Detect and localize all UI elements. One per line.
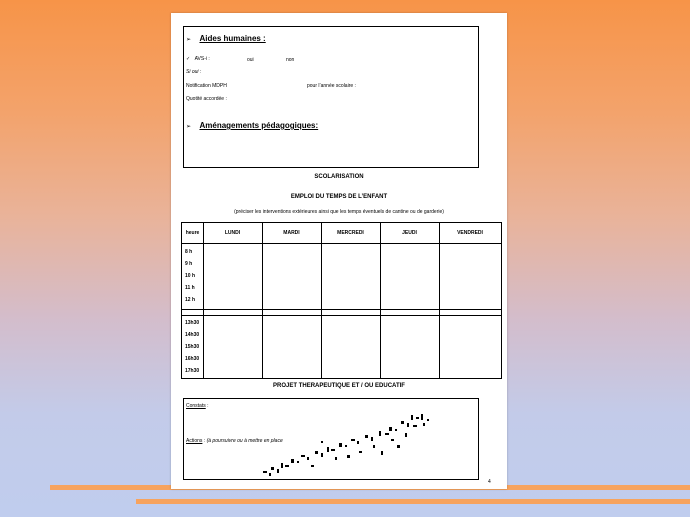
check-icon: ✓ — [186, 56, 191, 62]
day-header-mardi: MARDI — [283, 230, 300, 236]
aides-humaines-box — [183, 26, 479, 168]
constats-colon: : — [205, 403, 209, 409]
timetable — [181, 222, 502, 379]
hour-label: 15h30 — [185, 344, 200, 350]
si-oui-label: Si oui : — [186, 69, 202, 75]
column-divider — [439, 223, 440, 378]
day-header-lundi: LUNDI — [224, 230, 241, 236]
aides-title: Aides humaines : — [199, 34, 266, 43]
document-page — [171, 13, 507, 489]
constats-line — [186, 403, 209, 409]
hour-label: 16h30 — [185, 356, 200, 362]
column-divider — [262, 223, 263, 378]
hour-label: 10 h — [185, 273, 196, 279]
amenagements-heading — [186, 115, 318, 133]
day-header-vendredi: VENDREDI — [457, 230, 483, 236]
actions-note: : (à poursuivre ou à mettre en place — [202, 438, 283, 444]
constats-label: Constats — [186, 403, 206, 409]
projet-title: PROJET THERAPEUTIQUE ET / OU EDUCATIF — [273, 383, 405, 389]
hour-label: 13h30 — [185, 320, 200, 326]
hour-label: 8 h — [185, 249, 193, 255]
avsi-line — [186, 56, 210, 62]
aides-heading — [186, 28, 266, 46]
amenagements-title: Aménagements pédagogiques: — [199, 121, 319, 130]
column-divider — [203, 223, 204, 378]
notification-label: Notification MDPH — [186, 83, 227, 89]
decorative-stripe-bottom — [136, 499, 690, 504]
hour-label: 12 h — [185, 297, 196, 303]
quotite-label: Quotité accordée : — [186, 96, 227, 102]
midday-divider-1 — [182, 309, 501, 310]
avsi-oui: oui — [247, 57, 254, 63]
hour-label: 17h30 — [185, 368, 200, 374]
arrow-bullet-icon: ➢ — [186, 37, 192, 43]
day-header-jeudi: JEUDI — [402, 230, 417, 236]
midday-divider-2 — [182, 315, 501, 316]
hour-label: 9 h — [185, 261, 193, 267]
actions-label: Actions — [186, 438, 203, 444]
scattered-glyphs — [261, 411, 441, 479]
page-number: 4 — [488, 479, 491, 485]
column-divider — [380, 223, 381, 378]
column-divider — [321, 223, 322, 378]
emploi-note: (préciser les interventions extérieures ainsi que les temps éventuels de cantine ou de garderie) — [234, 209, 444, 215]
day-header-mercredi: MERCREDI — [337, 230, 364, 236]
avsi-label: AVS-i : — [194, 56, 210, 62]
avsi-non: non — [286, 57, 295, 63]
hour-label: 14h30 — [185, 332, 200, 338]
header-divider — [182, 243, 501, 244]
scolarisation-title: SCOLARISATION — [314, 174, 364, 180]
annee-scolaire-label: pour l’année scolaire : — [307, 83, 356, 89]
heure-header: heure — [185, 230, 200, 236]
emploi-title: EMPLOI DU TEMPS DE L’ENFANT — [290, 194, 388, 200]
arrow-bullet-icon: ➢ — [186, 124, 192, 130]
hour-label: 11 h — [185, 285, 195, 291]
